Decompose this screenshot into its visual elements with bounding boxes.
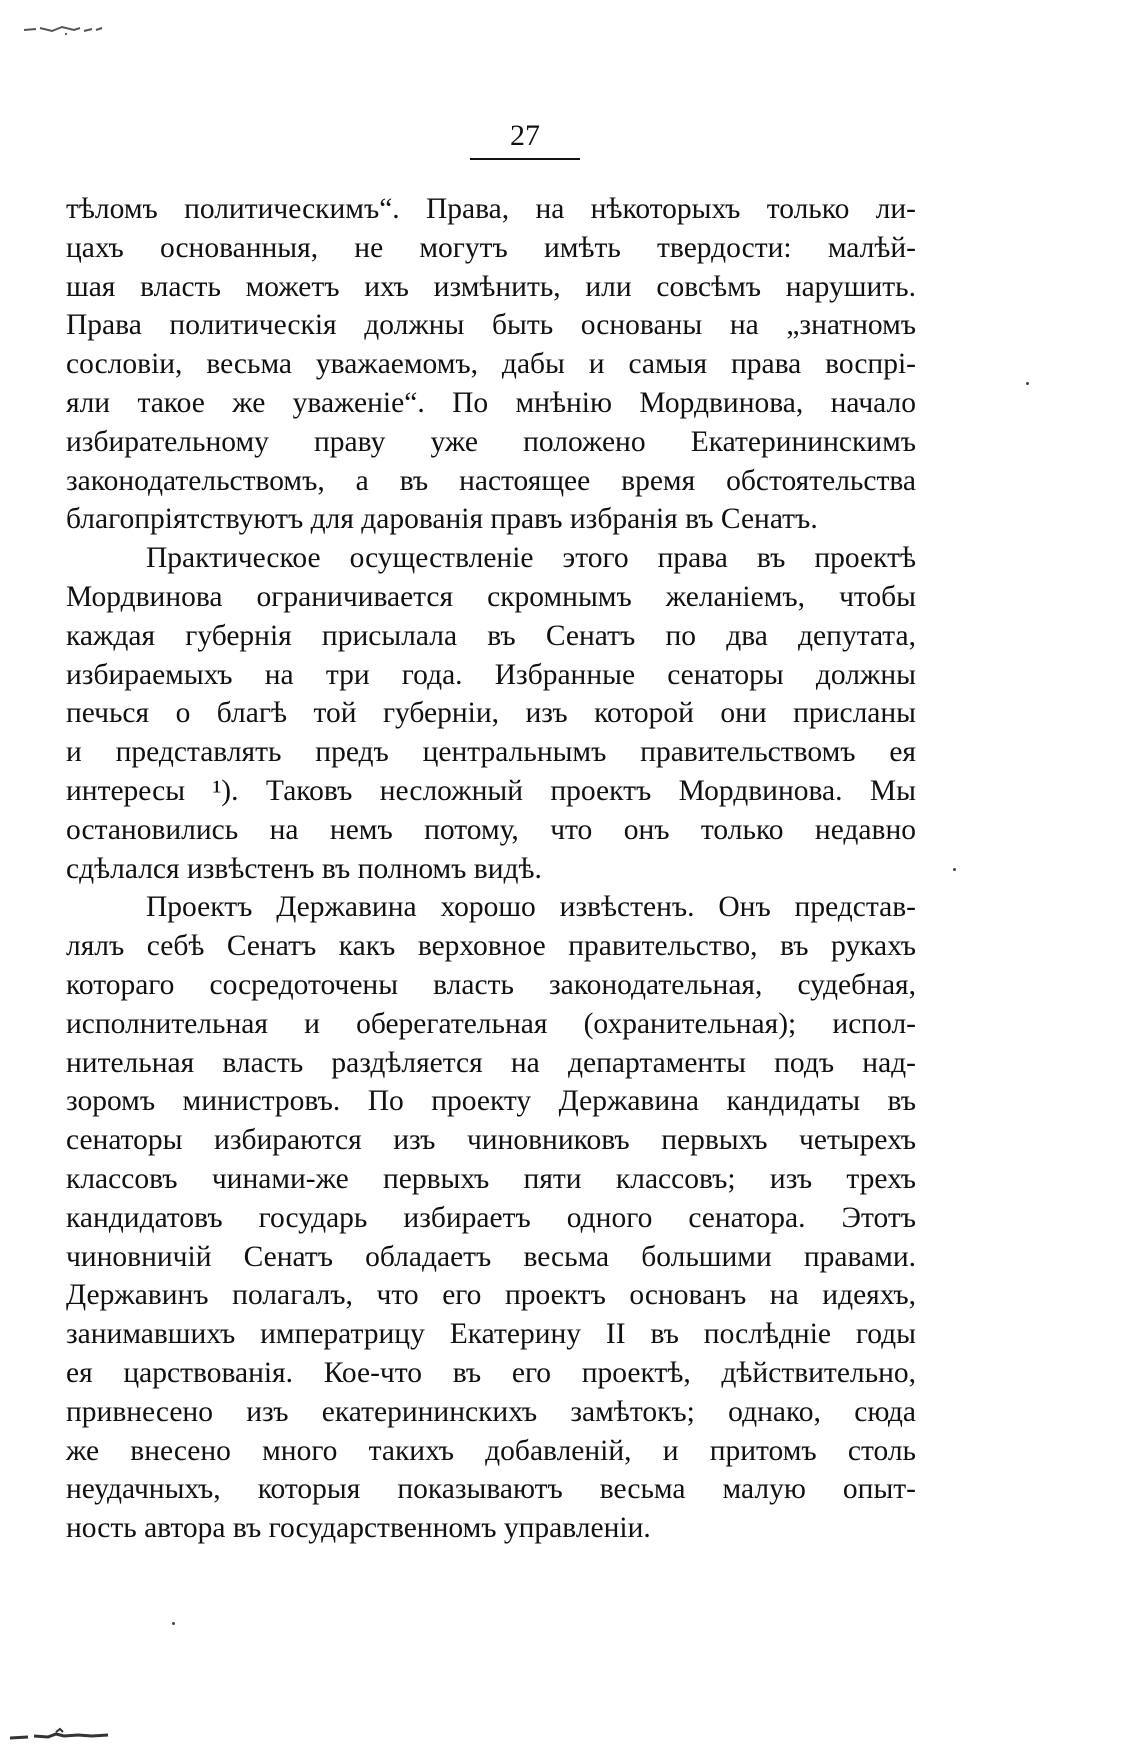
text-line: остановились на немъ потому, что онъ только недавно (66, 813, 916, 846)
scan-artifact-bottom (8, 1726, 118, 1742)
text-line: классовъ чинами-же первыхъ пяти классовъ; изъ трехъ (66, 1162, 916, 1195)
page-number: 27 (510, 119, 540, 152)
text-line: Проектъ Державина хорошо извѣстенъ. Онъ представ- (146, 891, 916, 924)
scan-speck (172, 1622, 175, 1625)
text-line: избирательному праву уже положено Екатерининскимъ (66, 425, 916, 458)
text-line: и представлять предъ центральнымъ правительствомъ ея (66, 736, 916, 769)
text-line: сдѣлался извѣстенъ въ полномъ видѣ. (66, 852, 542, 885)
text-line: лялъ себѣ Сенатъ какъ верховное правительство, въ рукахъ (66, 930, 916, 963)
text-line: же внесено много такихъ добавленій, и притомъ столь (66, 1434, 916, 1467)
text-line: благопріятствуютъ для дарованія правъ избранія въ Сенатъ. (66, 503, 818, 536)
text-line: котораго сосредоточены власть законодательная, судебная, (66, 968, 916, 1001)
text-line: ея царствованія. Кое-что въ его проектѣ, дѣйствительно, (66, 1356, 916, 1389)
text-line: цахъ основанныя, не могутъ имѣть твердости: малѣй- (66, 231, 916, 264)
text-line: Державинъ полагалъ, что его проектъ основанъ на идеяхъ, (66, 1279, 916, 1312)
text-line: яли такое же уваженіе“. По мнѣнію Мордвинова, начало (66, 386, 916, 419)
text-line: чиновничій Сенатъ обладаетъ весьма большими правами. (66, 1240, 916, 1273)
text-line: Права политическія должны быть основаны на „знатномъ (66, 309, 916, 342)
text-line: кандидатовъ государь избираетъ одного сенатора. Этотъ (66, 1201, 916, 1234)
paragraph-1 (66, 190, 916, 539)
body-text (66, 190, 916, 1548)
text-line: Мордвинова ограничивается скромнымъ желаніемъ, чтобы (66, 580, 916, 613)
text-line: избираемыхъ на три года. Избранные сенаторы должны (66, 658, 916, 691)
text-line: законодательствомъ, а въ настоящее время обстоятельства (66, 464, 916, 497)
text-line: Практическое осуществленіе этого права въ проектѣ (146, 542, 916, 575)
text-line: зоромъ министровъ. По проекту Державина кандидаты въ (66, 1085, 916, 1118)
scan-speck (953, 868, 956, 871)
text-line: сословіи, весьма уважаемомъ, дабы и самыя права воспрі- (66, 348, 916, 381)
scan-speck (1026, 382, 1029, 385)
text-line: привнесено изъ екатерининскихъ замѣтокъ; однако, сюда (66, 1395, 916, 1428)
text-line: неудачныхъ, которыя показываютъ весьма малую опыт- (66, 1473, 916, 1506)
page-number-rule (470, 158, 580, 160)
text-line: исполнительная и оберегательная (охранительная); испол- (66, 1007, 916, 1040)
scan-artifact-top (22, 22, 142, 36)
paragraph-3 (66, 888, 916, 1548)
paragraph-2 (66, 539, 916, 888)
text-line: тѣломъ политическимъ“. Права, на нѣкоторыхъ только ли- (66, 193, 916, 225)
text-line: шая власть можетъ ихъ измѣнить, или совсѣмъ нарушить. (66, 270, 916, 303)
text-line: печься о благѣ той губерніи, изъ которой они присланы (66, 697, 916, 730)
text-line: ность автора въ государственномъ управленіи. (66, 1512, 651, 1545)
text-line: каждая губернія присылала въ Сенатъ по два депутата, (66, 619, 916, 652)
text-line: нительная власть раздѣляется на департаменты подъ над- (66, 1046, 916, 1079)
text-line: интересы ¹). Таковъ несложный проектъ Мордвинова. Мы (66, 774, 916, 807)
text-line: сенаторы избираются изъ чиновниковъ первыхъ четырехъ (66, 1124, 916, 1157)
text-line: занимавшихъ императрицу Екатерину II въ послѣдніе годы (66, 1318, 916, 1351)
